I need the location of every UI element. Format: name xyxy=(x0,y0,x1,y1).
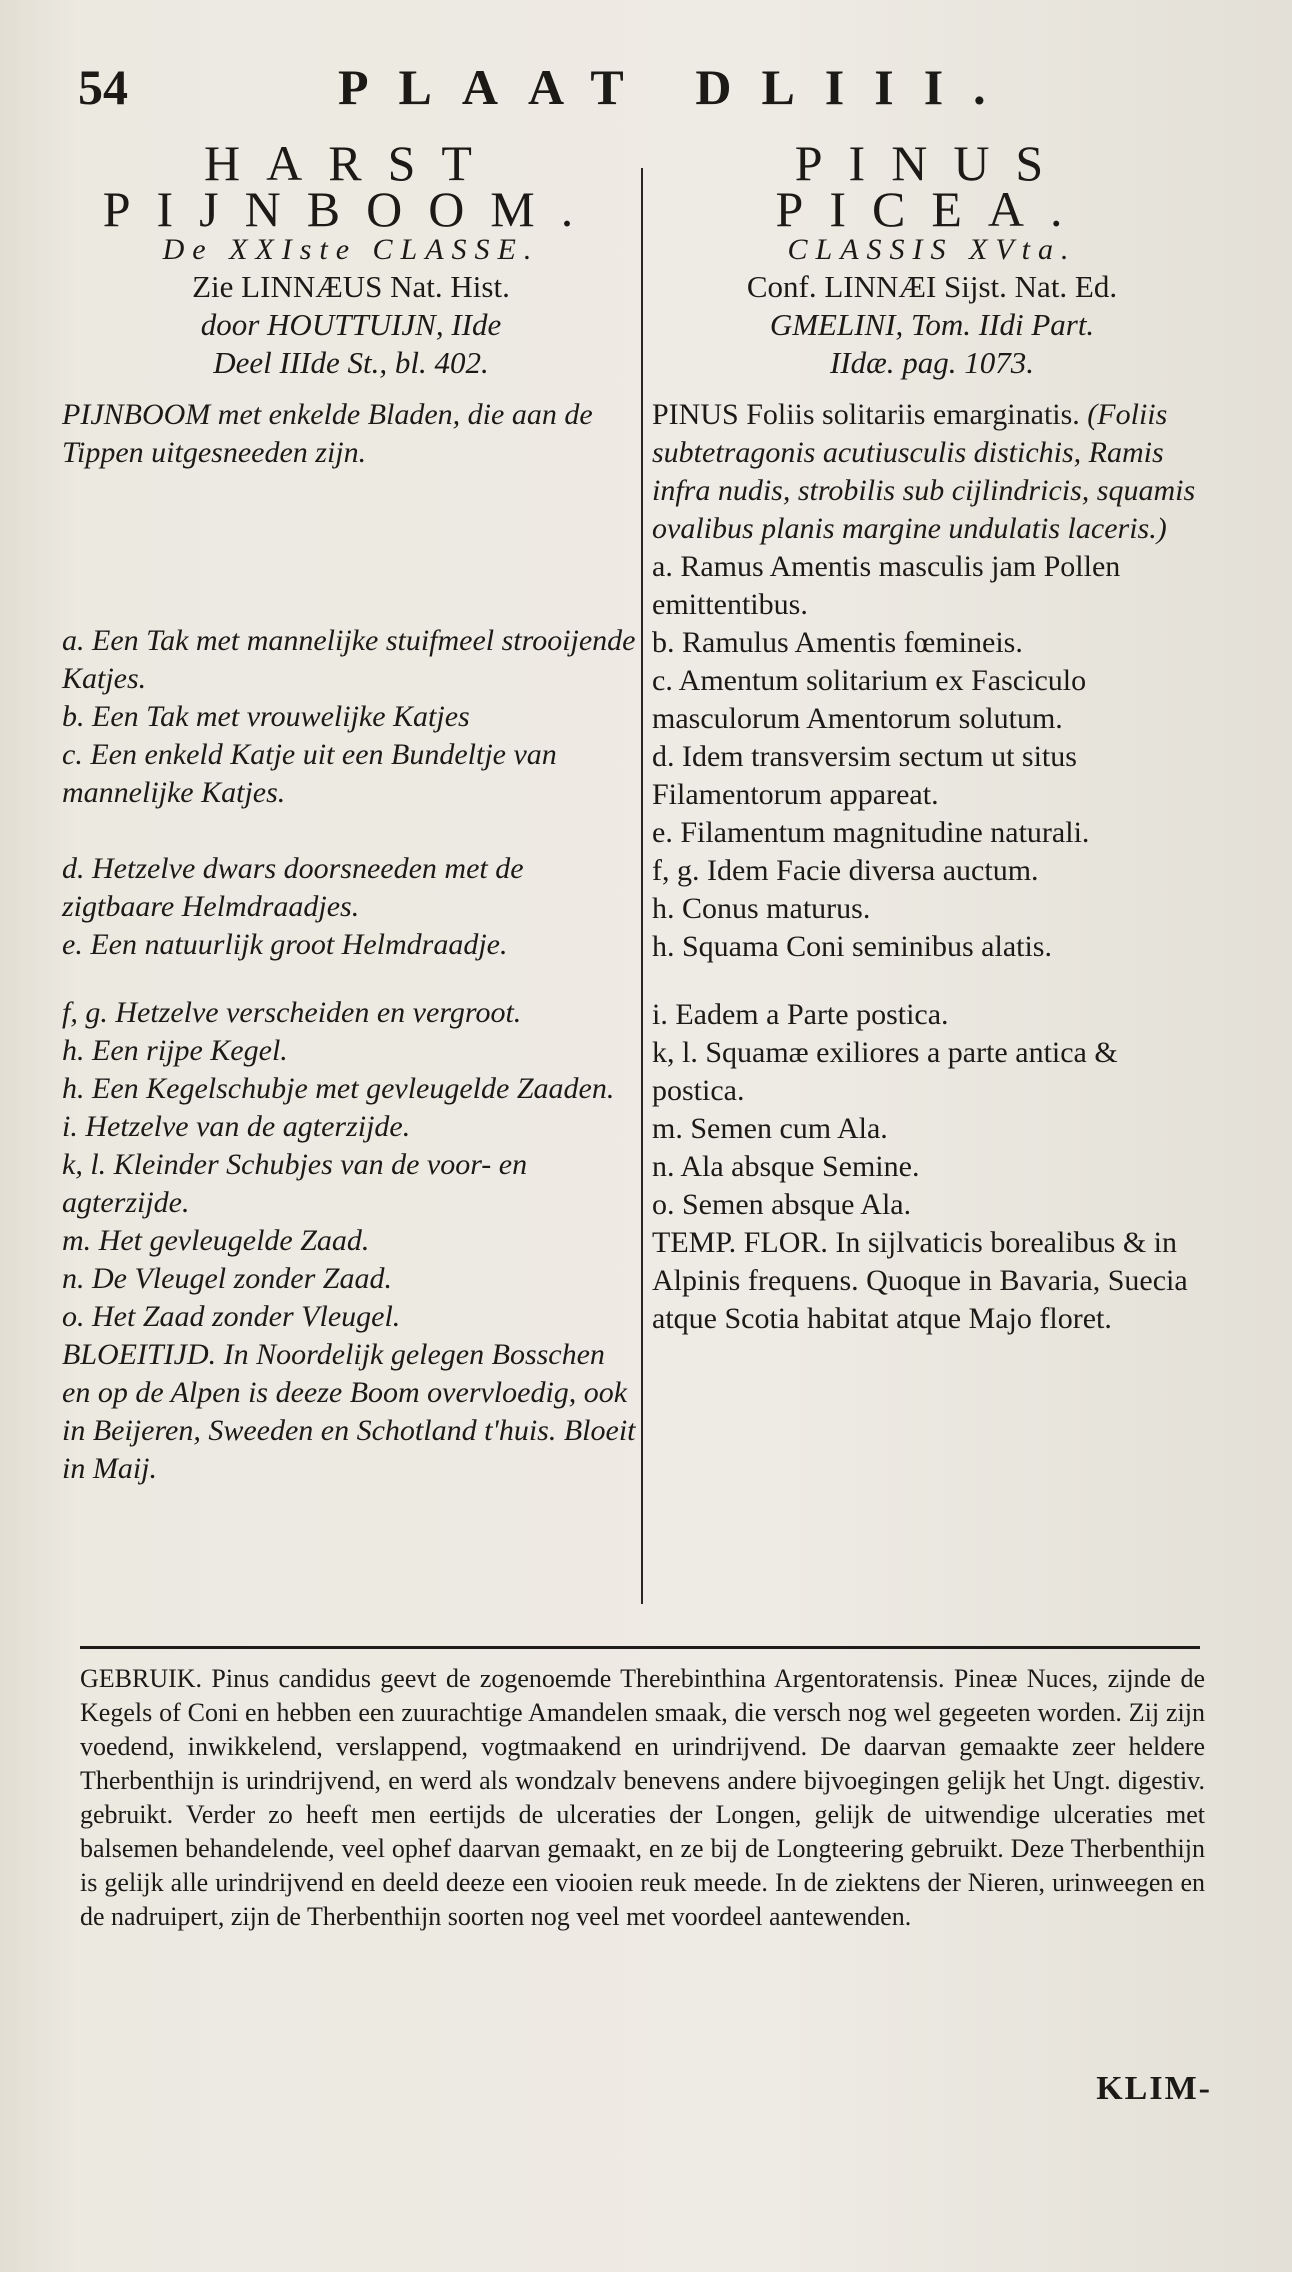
latin-item-m: m. Semen cum Ala. xyxy=(652,1112,888,1145)
latin-class-line: CLASSIS XVta. xyxy=(787,233,1077,266)
latin-title-line1: PINUS xyxy=(794,135,1070,191)
dutch-item-c: c. Een enkeld Katje uit een Bundeltje van mannelijke Katjes. xyxy=(62,738,557,809)
latin-item-c: c. Amentum solitarium ex Fasciculo masculorum Amentorum solutum. xyxy=(652,664,1087,735)
latin-item-o: o. Semen absque Ala. xyxy=(652,1188,912,1221)
dutch-item-h2: h. Een Kegelschubje met gevleugelde Zaaden. xyxy=(62,1072,615,1105)
dutch-description: PIJNBOOM met enkelde Bladen, die aan de Tippen uitgesneeden zijn. xyxy=(62,398,593,469)
dutch-item-fg: f, g. Hetzelve verscheiden en vergroot. xyxy=(62,996,522,1029)
catchword: KLIM- xyxy=(1096,2070,1212,2107)
latin-item-e: e. Filamentum magnitudine naturali. xyxy=(652,816,1090,849)
dutch-item-n: n. De Vleugel zonder Zaad. xyxy=(62,1262,392,1295)
dutch-title-line2: PIJNBOOM. xyxy=(102,181,600,237)
dutch-item-h1: h. Een rijpe Kegel. xyxy=(62,1034,288,1067)
dutch-class-line: De XXIste CLASSE. xyxy=(162,233,540,266)
latin-flowering-time: TEMP. FLOR. In sijlvaticis borealibus & in Alpinis frequens. Quoque in Bavaria, Suecia atque Scotia habitat atque Majo floret. xyxy=(652,1226,1188,1335)
latin-item-kl: k, l. Squamæ exiliores a parte antica & postica. xyxy=(652,1036,1118,1107)
dutch-item-kl: k, l. Kleinder Schubjes van de voor- en agterzijde. xyxy=(62,1148,528,1219)
page-header xyxy=(78,58,1218,128)
usage-footnote: GEBRUIK. Pinus candidus geevt de zogenoemde Therebinthina Argentoratensis. Pineæ Nuces, zijnde de Kegels of Coni en hebben een zuurachtige Amandelen smaak, die versch nog wel gegeeten worden. Zij zijn voedend, inwikkelend, verslappend, vogtmaakend en urindrijvend. De daarvan gemaakte zeer heldere Therbenthijn is urindrijvend, en werd als wondzalv benevens andere bijvoegingen gelijk het Ungt. digestiv. gebruikt. Verder zo heeft men eertijds de ulceraties der Longen, gelijk de uitwendige ulceraties met balsemen behandelende, veel ophef daarvan gemaakt, en ze bij de Longteering gebruikt. Deze Therbenthijn is gelijk alle urindrijvend en deeld deeze een viooien reuk meede. In de ziektens der Nieren, urinweegen en de nadruipert, zijn de Therbenthijn soorten nog veel met voordeel aantewenden. xyxy=(80,1664,1205,1931)
dutch-reference-line1: Zie LINNÆUS Nat. Hist. xyxy=(192,269,510,304)
dutch-item-b: b. Een Tak met vrouwelijke Katjes xyxy=(62,700,470,733)
latin-description-detail: (Foliis subtetragonis acutiusculis distichis, Ramis infra nudis, strobilis sub cijlindricis, squamis ovalibus planis margine undulatis laceris.) xyxy=(652,398,1196,545)
dutch-item-i: i. Hetzelve van de agterzijde. xyxy=(62,1110,411,1143)
footnote-rule xyxy=(80,1646,1200,1649)
dutch-item-a: a. Een Tak met mannelijke stuifmeel strooijende Katjes. xyxy=(62,624,636,695)
dutch-item-m: m. Het gevleugelde Zaad. xyxy=(62,1224,370,1257)
latin-item-fg: f, g. Idem Facie diversa auctum. xyxy=(652,854,1039,887)
dutch-reference-line2: door HOUTTUIJN, IIde xyxy=(200,307,502,342)
dutch-item-d: d. Hetzelve dwars doorsneeden met de zigtbaare Helmdraadjes. xyxy=(62,852,524,923)
latin-item-h2: h. Squama Coni seminibus alatis. xyxy=(652,930,1052,963)
latin-item-h1: h. Conus maturus. xyxy=(652,892,871,925)
latin-reference-line2: GMELINI, Tom. IIdi Part. xyxy=(769,307,1095,342)
latin-title-line2: PICEA. xyxy=(775,181,1089,237)
dutch-item-list xyxy=(62,622,640,1336)
column-divider xyxy=(641,168,643,1604)
dutch-item-e: e. Een natuurlijk groot Helmdraadje. xyxy=(62,928,508,961)
latin-item-b: b. Ramulus Amentis fœmineis. xyxy=(652,626,1023,659)
latin-item-i: i. Eadem a Parte postica. xyxy=(652,998,949,1031)
latin-description-main: PINUS Foliis solitariis emarginatis. xyxy=(652,398,1080,431)
latin-description xyxy=(652,396,1212,548)
plate-title: PLAAT DLIII. xyxy=(338,59,1016,115)
dutch-flowering-time: BLOEITIJD. In Noordelijk gelegen Bosschen en op de Alpen is deeze Boom overvloedig, ook in Beijeren, Sweeden en Schotland t'huis. Bloeit in Maij. xyxy=(62,1338,636,1485)
latin-item-n: n. Ala absque Semine. xyxy=(652,1150,920,1183)
dutch-column xyxy=(62,135,640,1488)
latin-item-list xyxy=(652,548,1212,1224)
dutch-reference-line3: Deel IIIde St., bl. 402. xyxy=(213,345,489,380)
latin-reference-line1: Conf. LINNÆI Sijst. Nat. Ed. xyxy=(746,269,1118,304)
latin-item-d: d. Idem transversim sectum ut situs Filamentorum appareat. xyxy=(652,740,1077,811)
latin-reference-line3: IIdæ. pag. 1073. xyxy=(829,345,1035,380)
latin-column xyxy=(652,135,1212,1338)
dutch-title-line1: HARST xyxy=(204,135,498,191)
page-number: 54 xyxy=(78,59,128,115)
dutch-item-o: o. Het Zaad zonder Vleugel. xyxy=(62,1300,401,1333)
latin-item-a: a. Ramus Amentis masculis jam Pollen emittentibus. xyxy=(652,550,1121,621)
